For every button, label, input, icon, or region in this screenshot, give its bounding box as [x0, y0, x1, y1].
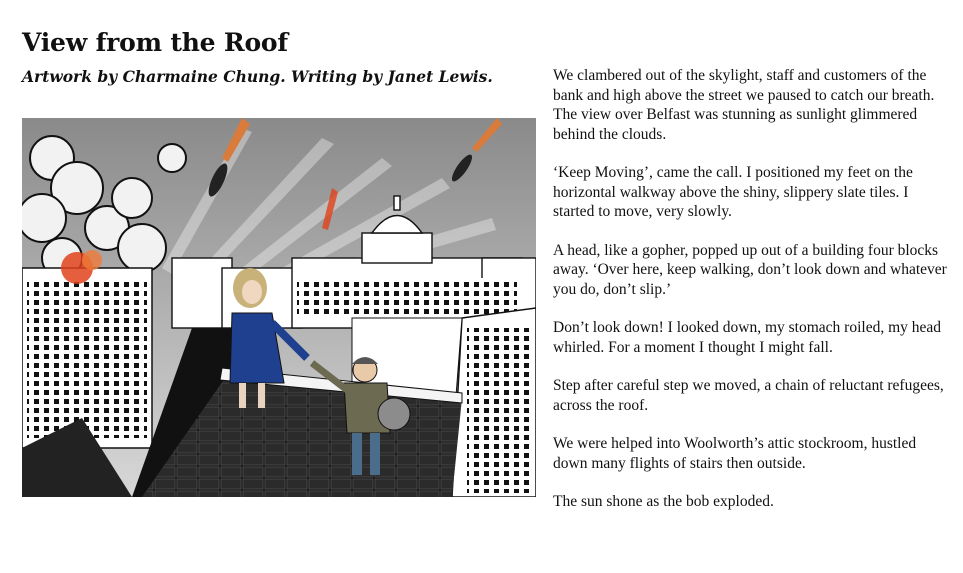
story-paragraph: We were helped into Woolworth’s attic stockroom, hustled down many flights of stairs then outside.	[553, 435, 917, 472]
building-windows	[297, 278, 517, 318]
story-paragraph: The sun shone as the bob exploded.	[553, 493, 774, 510]
story-paragraph: Don’t look down! I looked down, my stomach roiled, my head whirled. For a moment I thought I might fall.	[553, 319, 942, 356]
artwork-illustration	[22, 118, 536, 497]
left-buildings	[22, 250, 152, 448]
story-paragraph: Step after careful step we moved, a chain of reluctant refugees, across the roof.	[553, 377, 944, 414]
story-text	[553, 66, 953, 531]
story-paragraph: ‘Keep Moving’, came the call. I positioned my feet on the horizontal walkway above the shiny, slippery slate tiles. I started to move, very slowly.	[553, 164, 913, 220]
story-paragraph: We clambered out of the skylight, staff and customers of the bank and high above the street we paused to catch our breath. The view over Belfast was stunning as sunlight glimmered behind the clouds.	[553, 67, 935, 143]
rooftop-scene	[22, 118, 536, 497]
story-paragraph: A head, like a gopher, popped up out of a building four blocks away. ‘Over here, keep walking, don’t look down and whatever you do, don’t slip.’	[553, 241, 947, 298]
artwork-credits: Artwork by Charmaine Chung. Writing by Janet Lewis.	[22, 67, 493, 86]
page-title: View from the Roof	[22, 28, 288, 57]
